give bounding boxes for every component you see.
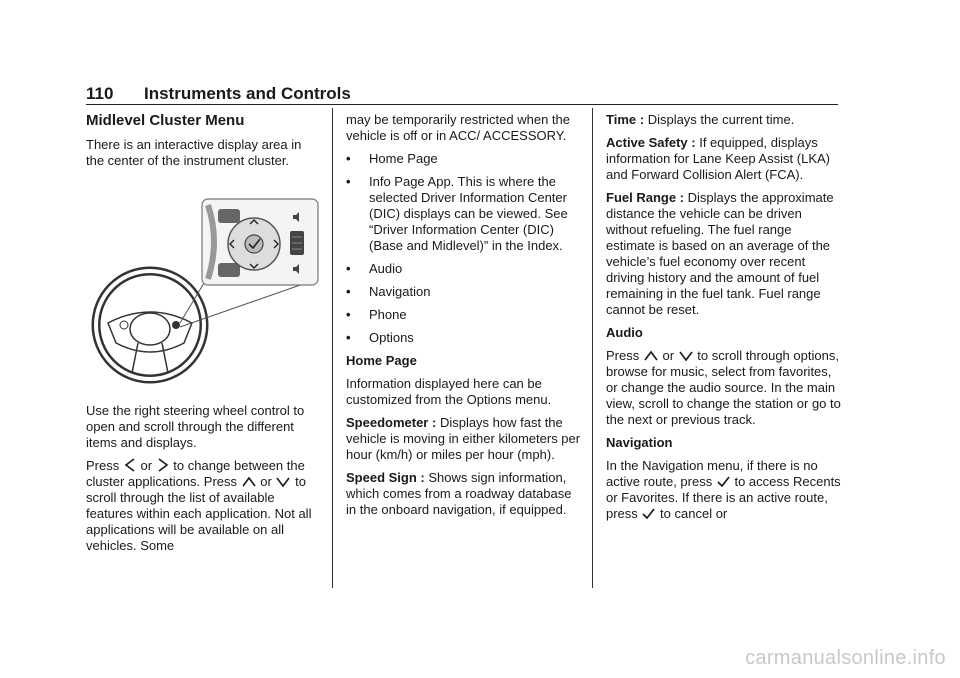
list-item-text: Phone [369, 307, 407, 322]
text-press: Press [606, 348, 640, 363]
active-safety-term: Active Safety : [606, 135, 696, 150]
down-arrow-icon [679, 350, 693, 362]
page-number: 110 [86, 84, 114, 103]
home-page-heading: Home Page [346, 353, 417, 368]
text-no-active-route: In the Navigation menu, if there is no active route, press [606, 458, 818, 489]
fuel-range-text: Displays the approximate distance the vehicle can be driven without refueling. The fuel range estimate is based on an average of the vehicle’s fuel economy over recent driving history and the amount of fuel remaining in the fuel tank. Fuel range cannot be reset. [606, 190, 834, 317]
text-change-between: to change between the cluster applications. Press [86, 458, 305, 489]
continued-paragraph: may be temporarily restricted when the vehicle is off or in ACC/ ACCESSORY. [346, 112, 570, 143]
column-2 [346, 112, 582, 525]
midlevel-cluster-menu-heading: Midlevel Cluster Menu [86, 112, 245, 129]
list-item [346, 261, 582, 277]
time-term: Time : [606, 112, 645, 127]
watermark: carmanualsonline.info [745, 647, 946, 669]
list-item-text: Audio [369, 261, 403, 276]
speed-sign-text: Shows sign information, which comes from a roadway database in the onboard navigation, if equipped. [346, 470, 572, 517]
speedometer-paragraph [346, 415, 582, 463]
text-or: or [662, 348, 675, 363]
up-arrow-icon [242, 476, 256, 488]
column-3 [606, 112, 842, 529]
audio-paragraph [606, 348, 842, 428]
text-or: or [260, 474, 272, 489]
instruction-paragraph: Use the right steering wheel control to open and scroll through the different items and displays. [86, 403, 305, 450]
list-item [346, 284, 582, 300]
text-active-route: to access Recents or Favorites. If there is an active route, press [606, 474, 841, 521]
list-item-text: Options [369, 330, 414, 345]
bullet-mark: • [346, 330, 351, 345]
navigation-instruction-paragraph [86, 458, 322, 554]
speed-sign-paragraph [346, 470, 582, 518]
audio-heading: Audio [606, 325, 643, 340]
list-item [346, 151, 582, 167]
speed-sign-term: Speed Sign : [346, 470, 425, 485]
active-safety-paragraph [606, 135, 842, 183]
navigation-heading: Navigation [606, 435, 673, 450]
section-title: Instruments and Controls [144, 84, 351, 103]
time-text: Displays the current time. [647, 112, 795, 127]
steering-wheel-illustration [88, 193, 320, 389]
speedometer-term: Speedometer : [346, 415, 437, 430]
speedometer-text: Displays how fast the vehicle is moving in either kilometers per hour (km/h) or miles per hour (mph). [346, 415, 581, 462]
check-icon [717, 475, 730, 488]
bullet-mark: • [346, 307, 351, 322]
intro-paragraph: There is an interactive display area in the center of the instrument cluster. [86, 137, 302, 168]
fuel-range-term: Fuel Range : [606, 190, 685, 205]
list-item [346, 307, 582, 323]
time-paragraph [606, 112, 842, 128]
text-scroll-options: to scroll through options, browse for music, select from favorites, or change the audio source. In the main view, scroll to change the station or go to the next or previous track. [606, 348, 841, 427]
active-safety-text: If equipped, displays information for Lane Keep Assist (LKA) and Forward Collision Alert (FCA). [606, 135, 831, 182]
fuel-range-paragraph [606, 190, 842, 318]
bullet-mark: • [346, 284, 351, 299]
list-item-text: Navigation [369, 284, 431, 299]
list-item-text: Home Page [369, 151, 438, 166]
text-or: or [140, 458, 153, 473]
column-divider [332, 108, 333, 588]
text-press: Press [86, 458, 120, 473]
down-arrow-icon [276, 476, 290, 488]
home-page-paragraph: Information displayed here can be customized from the Options menu. [346, 376, 552, 407]
check-icon [642, 507, 655, 520]
text-scroll-list: to scroll through the list of available features within each application. Not all applications will be available on all vehicles. Some [86, 474, 312, 553]
text-cancel: to cancel or [660, 506, 728, 521]
left-arrow-icon [124, 458, 136, 472]
steering-wheel-icon [88, 193, 320, 389]
right-arrow-icon [157, 458, 169, 472]
list-item [346, 174, 582, 254]
bullet-mark: • [346, 261, 351, 276]
bullet-mark: • [346, 174, 351, 189]
list-item [346, 330, 582, 346]
page-header [86, 82, 838, 105]
column-divider [592, 108, 593, 588]
up-arrow-icon [644, 350, 658, 362]
column-1 [86, 112, 322, 561]
list-item-text: Info Page App. This is where the selected Driver Information Center (DIC) displays can be viewed. See “Driver Information Center (DIC) (Base and Midlevel)” in the Index. [369, 174, 568, 253]
bullet-mark: • [346, 151, 351, 166]
navigation-paragraph [606, 458, 842, 522]
